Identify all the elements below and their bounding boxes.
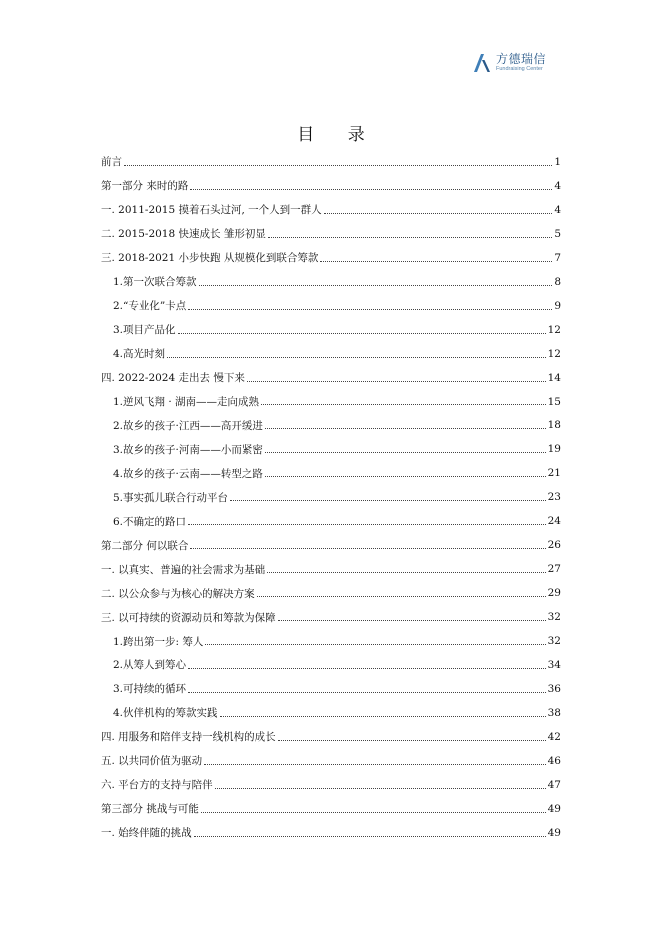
toc-entry[interactable] — [101, 413, 561, 437]
toc-entry-label: 5.事实孤儿联合行动平台 — [113, 491, 229, 504]
toc-entry-page-number: 38 — [547, 706, 561, 719]
toc-entry-label: 三. 2018-2021 小步快跑 从规模化到联合筹款 — [101, 252, 319, 265]
toc-entry-label: 3.故乡的孩子·河南——小而紧密 — [113, 443, 263, 456]
toc-entry-label: 六. 平台方的支持与陪伴 — [101, 779, 213, 792]
toc-entry-label: 3.可持续的循环 — [113, 683, 187, 696]
toc-entry-label: 一. 以真实、普遍的社会需求为基础 — [101, 563, 266, 576]
toc-entry-label: 第一部分 来时的路 — [101, 180, 189, 193]
toc-entry-page-number: 49 — [547, 826, 561, 839]
toc-entry[interactable] — [101, 725, 561, 749]
brand-logo — [472, 52, 546, 74]
toc-entry[interactable] — [101, 701, 561, 725]
toc-entry[interactable] — [101, 246, 561, 270]
toc-entry[interactable] — [101, 533, 561, 557]
toc-entry-label: 1.跨出第一步: 筹人 — [113, 635, 204, 648]
toc-leader-dots — [205, 643, 545, 645]
toc-entry-page-number: 27 — [547, 563, 561, 576]
toc-entry[interactable] — [101, 509, 561, 533]
toc-entry-label: 一. 2011-2015 摸着石头过河, 一个人到一群人 — [101, 204, 322, 217]
toc-leader-dots — [188, 308, 552, 310]
toc-leader-dots — [230, 499, 546, 501]
toc-entry-page-number: 42 — [547, 730, 561, 743]
toc-entry-page-number: 8 — [554, 275, 561, 288]
toc-entry-page-number: 24 — [547, 515, 561, 528]
toc-entry-page-number: 4 — [554, 179, 561, 192]
toc-entry-page-number: 5 — [554, 227, 561, 240]
toc-entry-label: 二. 以公众参与为核心的解决方案 — [101, 587, 255, 600]
toc-entry-page-number: 47 — [547, 778, 561, 791]
toc-entry[interactable] — [101, 581, 561, 605]
toc-entry-page-number: 18 — [547, 419, 561, 432]
toc-leader-dots — [188, 523, 546, 525]
toc-entry-label: 五. 以共同价值为驱动 — [101, 755, 203, 768]
toc-leader-dots — [247, 380, 546, 382]
toc-leader-dots — [215, 787, 546, 789]
toc-entry-label: 2.从筹人到筹心 — [113, 659, 187, 672]
toc-entry[interactable] — [101, 773, 561, 797]
toc-entry-label: 第二部分 何以联合 — [101, 539, 189, 552]
toc-leader-dots — [265, 451, 546, 453]
toc-entry-page-number: 15 — [547, 395, 561, 408]
toc-entry-label: 4.伙伴机构的筹款实践 — [113, 707, 218, 720]
toc-leader-dots — [265, 427, 546, 429]
toc-leader-dots — [188, 691, 546, 693]
toc-entry[interactable] — [101, 318, 561, 342]
toc-entry-page-number: 9 — [554, 299, 561, 312]
toc-entry[interactable] — [101, 150, 561, 174]
toc-leader-dots — [190, 188, 552, 190]
toc-entry[interactable] — [101, 270, 561, 294]
toc-entry[interactable] — [101, 557, 561, 581]
toc-leader-dots — [167, 356, 546, 358]
toc-entry[interactable] — [101, 605, 561, 629]
toc-entry[interactable] — [101, 366, 561, 390]
toc-leader-dots — [178, 332, 546, 334]
table-of-contents — [101, 150, 561, 845]
toc-entry-label: 4.高光时刻 — [113, 348, 166, 361]
toc-entry-label: 一. 始终伴随的挑战 — [101, 827, 192, 840]
toc-leader-dots — [261, 403, 546, 405]
toc-entry-label: 二. 2015-2018 快速成长 雏形初显 — [101, 228, 266, 241]
toc-entry-label: 1.逆风飞翔 · 湖南——走向成熟 — [113, 396, 260, 408]
toc-entry-label: 四. 用服务和陪伴支持一线机构的成长 — [101, 731, 276, 744]
toc-entry-label: 2.“专业化”卡点 — [113, 300, 187, 313]
toc-entry-page-number: 32 — [547, 611, 561, 624]
toc-entry-page-number: 23 — [547, 491, 561, 504]
toc-entry-label: 1.第一次联合筹款 — [113, 276, 197, 289]
toc-entry-label: 三. 以可持续的资源动员和筹款为保障 — [101, 611, 276, 624]
toc-leader-dots — [257, 595, 546, 597]
toc-entry[interactable] — [101, 821, 561, 845]
toc-entry-label: 前言 — [101, 156, 122, 169]
toc-leader-dots — [267, 571, 545, 573]
toc-entry[interactable] — [101, 198, 561, 222]
toc-entry-page-number: 36 — [547, 682, 561, 695]
toc-leader-dots — [220, 715, 546, 717]
toc-leader-dots — [199, 284, 553, 286]
toc-entry[interactable] — [101, 461, 561, 485]
toc-entry[interactable] — [101, 222, 561, 246]
toc-leader-dots — [190, 547, 545, 549]
toc-entry-page-number: 21 — [547, 467, 561, 480]
toc-entry[interactable] — [101, 749, 561, 773]
toc-entry[interactable] — [101, 629, 561, 653]
toc-entry-page-number: 14 — [547, 371, 561, 384]
brand-name-en: Fundraising Center — [496, 66, 543, 73]
page-title: 目 录 — [297, 125, 379, 145]
toc-entry-label: 4.故乡的孩子·云南——转型之路 — [113, 467, 263, 480]
toc-entry-page-number: 34 — [547, 658, 561, 671]
toc-leader-dots — [124, 164, 552, 166]
toc-leader-dots — [278, 619, 546, 621]
toc-entry-page-number: 12 — [547, 323, 561, 336]
toc-leader-dots — [268, 236, 552, 238]
toc-entry[interactable] — [101, 294, 561, 318]
toc-entry[interactable] — [101, 342, 561, 366]
toc-leader-dots — [324, 212, 553, 214]
toc-entry[interactable] — [101, 485, 561, 509]
toc-entry-page-number: 29 — [547, 587, 561, 600]
toc-entry-page-number: 46 — [547, 754, 561, 767]
toc-entry-page-number: 19 — [547, 443, 561, 456]
toc-entry[interactable] — [101, 174, 561, 198]
toc-entry-label: 2.故乡的孩子·江西——高开缓进 — [113, 419, 263, 432]
toc-entry[interactable] — [101, 653, 561, 677]
toc-leader-dots — [188, 667, 546, 669]
toc-entry-page-number: 4 — [554, 203, 561, 216]
toc-entry-page-number: 26 — [547, 539, 561, 552]
toc-entry[interactable] — [101, 390, 561, 414]
brand-name-cn: 方德瑞信 — [496, 52, 547, 67]
toc-entry-page-number: 7 — [554, 251, 561, 264]
toc-entry-page-number: 1 — [554, 155, 561, 168]
toc-leader-dots — [204, 763, 545, 765]
toc-entry-label: 第三部分 挑战与可能 — [101, 803, 199, 816]
toc-entry-label: 四. 2022-2024 走出去 慢下来 — [101, 372, 245, 385]
brand-name — [496, 53, 546, 73]
toc-entry[interactable] — [101, 797, 561, 821]
toc-leader-dots — [278, 739, 546, 741]
toc-entry-page-number: 32 — [547, 635, 561, 648]
toc-entry-label: 6.不确定的路口 — [113, 515, 187, 528]
stylized-a-logo-icon — [472, 52, 492, 74]
toc-leader-dots — [194, 835, 546, 837]
toc-entry[interactable] — [101, 437, 561, 461]
toc-entry-page-number: 49 — [547, 802, 561, 815]
toc-leader-dots — [265, 475, 546, 477]
toc-leader-dots — [320, 260, 552, 262]
toc-entry[interactable] — [101, 677, 561, 701]
toc-leader-dots — [201, 811, 546, 813]
toc-entry-label: 3.项目产品化 — [113, 324, 176, 337]
toc-entry-page-number: 12 — [547, 347, 561, 360]
